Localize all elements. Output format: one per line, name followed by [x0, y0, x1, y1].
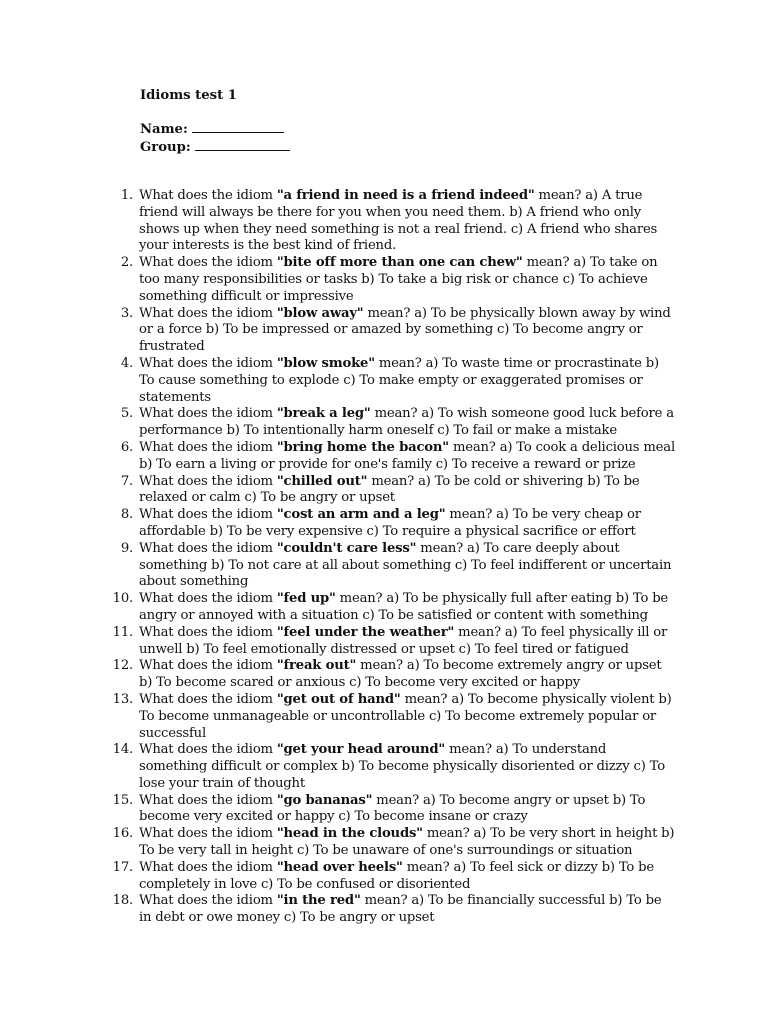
question-mid: mean? [534, 188, 586, 203]
question-mid: mean? [422, 826, 474, 842]
question-number: 17. [112, 859, 133, 875]
question-number: 9. [120, 540, 133, 556]
question-item [0, 188, 677, 255]
answer-options: a) To understand something difficult or complex b) To become physically disoriented or dizzy c) To lose your train of thought [139, 742, 665, 791]
idiom-phrase: "blow away" [276, 305, 364, 321]
question-prefix: What does the idiom [139, 473, 277, 489]
name-blank-line[interactable] [192, 120, 284, 133]
answer-options: a) To care deeply about something b) To not care at all about something c) To feel indifferent or uncertain about something [139, 540, 672, 590]
question-number: 2. [120, 255, 133, 271]
question-mid: mean? [360, 893, 412, 909]
idiom-phrase: "bite off more than one can chew" [276, 255, 523, 271]
answer-options: a) To feel sick or dizzy b) To be completely in love c) To be confused or disoriented [139, 859, 654, 892]
question-number: 5. [120, 406, 133, 422]
question-number: 16. [112, 826, 133, 842]
question-item [0, 893, 677, 927]
question-prefix: What does the idiom [139, 742, 277, 758]
question-prefix: What does the idiom [139, 691, 277, 707]
idiom-phrase: "blow smoke" [276, 355, 375, 371]
question-number: 6. [120, 439, 133, 455]
question-prefix: What does the idiom [139, 540, 277, 556]
question-number: 11. [112, 624, 133, 640]
question-mid: mean? [522, 255, 574, 271]
question-item [0, 306, 677, 356]
question-number: 14. [112, 742, 133, 758]
question-prefix: What does the idiom [139, 591, 277, 607]
answer-options: a) To be physically blown away by wind or a force b) To be impressed or amazed by something c) To become angry or frustrated [139, 305, 671, 355]
answer-options: a) To become angry or upset b) To become very excited or happy c) To become insane or crazy [139, 792, 646, 825]
question-mid: mean? [400, 691, 452, 707]
idiom-phrase: "bring home the bacon" [276, 439, 449, 455]
question-prefix: What does the idiom [139, 305, 277, 321]
question-number: 8. [120, 507, 133, 523]
answer-options: a) A true friend will always be there for you when you need them. b) A friend who only shows up when they need something is not a real friend. c) A friend who shares your interests is the best kind of friend. [139, 188, 658, 254]
question-prefix: What does the idiom [139, 826, 277, 842]
question-mid: mean? [372, 792, 423, 808]
group-blank-line[interactable] [195, 138, 290, 151]
name-field [140, 120, 284, 138]
idiom-phrase: "head in the clouds" [276, 826, 423, 842]
idiom-phrase: "feel under the weather" [276, 624, 455, 640]
question-prefix: What does the idiom [139, 439, 277, 455]
question-number: 3. [120, 305, 133, 321]
question-number: 18. [112, 893, 133, 909]
answer-options: a) To become physically violent b) To become unmanageable or uncontrollable c) To become extremely popular or successful [139, 691, 672, 741]
question-item [0, 541, 677, 591]
question-prefix: What does the idiom [139, 792, 277, 808]
question-prefix: What does the idiom [139, 406, 277, 422]
question-prefix: What does the idiom [139, 893, 277, 909]
idiom-phrase: "get out of hand" [276, 691, 401, 707]
name-label: Name: [140, 122, 188, 137]
question-list [0, 188, 768, 927]
answer-options: a) To be cold or shivering b) To be relaxed or calm c) To be angry or upset [139, 473, 640, 506]
question-number: 13. [112, 691, 133, 707]
answer-options: a) To take on too many responsibilities or tasks b) To take a big risk or chance c) To achieve something difficult or impressive [139, 255, 658, 304]
question-number: 4. [120, 355, 133, 371]
group-field [140, 138, 290, 156]
question-mid: mean? [402, 859, 454, 875]
idiom-phrase: "a friend in need is a friend indeed" [276, 188, 535, 203]
question-prefix: What does the idiom [139, 658, 277, 674]
question-item [0, 474, 677, 508]
question-number: 1. [120, 188, 133, 203]
question-mid: mean? [416, 540, 468, 556]
question-item [0, 742, 677, 792]
idiom-phrase: "head over heels" [276, 859, 403, 875]
question-mid: mean? [370, 406, 422, 422]
question-item [0, 658, 677, 692]
question-mid: mean? [448, 439, 500, 455]
question-item [0, 356, 677, 406]
document-title: Idioms test 1 [140, 88, 237, 103]
idiom-phrase: "fed up" [276, 591, 336, 607]
idiom-phrase: "couldn't care less" [276, 540, 417, 556]
idiom-phrase: "go bananas" [276, 792, 373, 808]
idiom-phrase: "break a leg" [276, 406, 371, 422]
idiom-phrase: "get your head around" [276, 742, 446, 758]
question-item [0, 440, 677, 474]
question-prefix: What does the idiom [139, 859, 277, 875]
question-mid: mean? [356, 658, 407, 674]
question-mid: mean? [363, 305, 415, 321]
question-number: 10. [112, 591, 133, 607]
answer-options: a) To waste time or procrastinate b) To cause something to explode c) To make empty or exaggerated promises or statements [139, 355, 659, 405]
idiom-phrase: "chilled out" [276, 473, 368, 489]
answer-options: a) To feel physically ill or unwell b) To feel emotionally distressed or upset c) To feel tired or fatigued [139, 624, 668, 657]
question-item [0, 406, 677, 440]
question-item [0, 692, 677, 742]
question-number: 15. [112, 792, 133, 808]
question-number: 12. [112, 658, 133, 674]
question-item [0, 255, 677, 305]
question-item [0, 860, 677, 894]
question-item [0, 625, 677, 659]
answer-options: a) To be very cheap or affordable b) To be very expensive c) To require a physical sacrifice or effort [139, 507, 641, 539]
question-prefix: What does the idiom [139, 355, 277, 371]
answer-options: a) To become extremely angry or upset b) To become scared or anxious c) To become very excited or happy [139, 658, 662, 691]
answer-options: a) To be very short in height b) To be very tall in height c) To be unaware of one's surroundings or situation [139, 826, 675, 859]
answer-options: a) To wish someone good luck before a performance b) To intentionally harm oneself c) To fail or make a mistake [139, 406, 674, 439]
question-prefix: What does the idiom [139, 624, 277, 640]
question-mid: mean? [374, 355, 426, 371]
question-item [0, 591, 677, 625]
question-item [0, 826, 677, 860]
question-mid: mean? [445, 742, 496, 758]
group-label: Group: [140, 140, 191, 155]
question-mid: mean? [445, 507, 497, 523]
question-prefix: What does the idiom [139, 507, 277, 523]
answer-options: a) To be physically full after eating b) To be angry or annoyed with a situation c) To be satisfied or content with something [139, 591, 669, 623]
question-item [0, 793, 677, 827]
idiom-phrase: "in the red" [276, 893, 361, 909]
question-prefix: What does the idiom [139, 188, 277, 203]
question-prefix: What does the idiom [139, 255, 277, 271]
question-mid: mean? [367, 473, 419, 489]
idiom-phrase: "freak out" [276, 658, 357, 674]
answer-options: a) To cook a delicious meal b) To earn a living or provide for one's family c) To receive a reward or prize [139, 439, 675, 472]
question-item [0, 507, 677, 541]
question-number: 7. [120, 473, 133, 489]
idiom-phrase: "cost an arm and a leg" [276, 507, 446, 523]
question-mid: mean? [335, 591, 387, 607]
answer-options: a) To be financially successful b) To be in debt or owe money c) To be angry or upset [139, 893, 662, 926]
question-mid: mean? [454, 624, 505, 640]
